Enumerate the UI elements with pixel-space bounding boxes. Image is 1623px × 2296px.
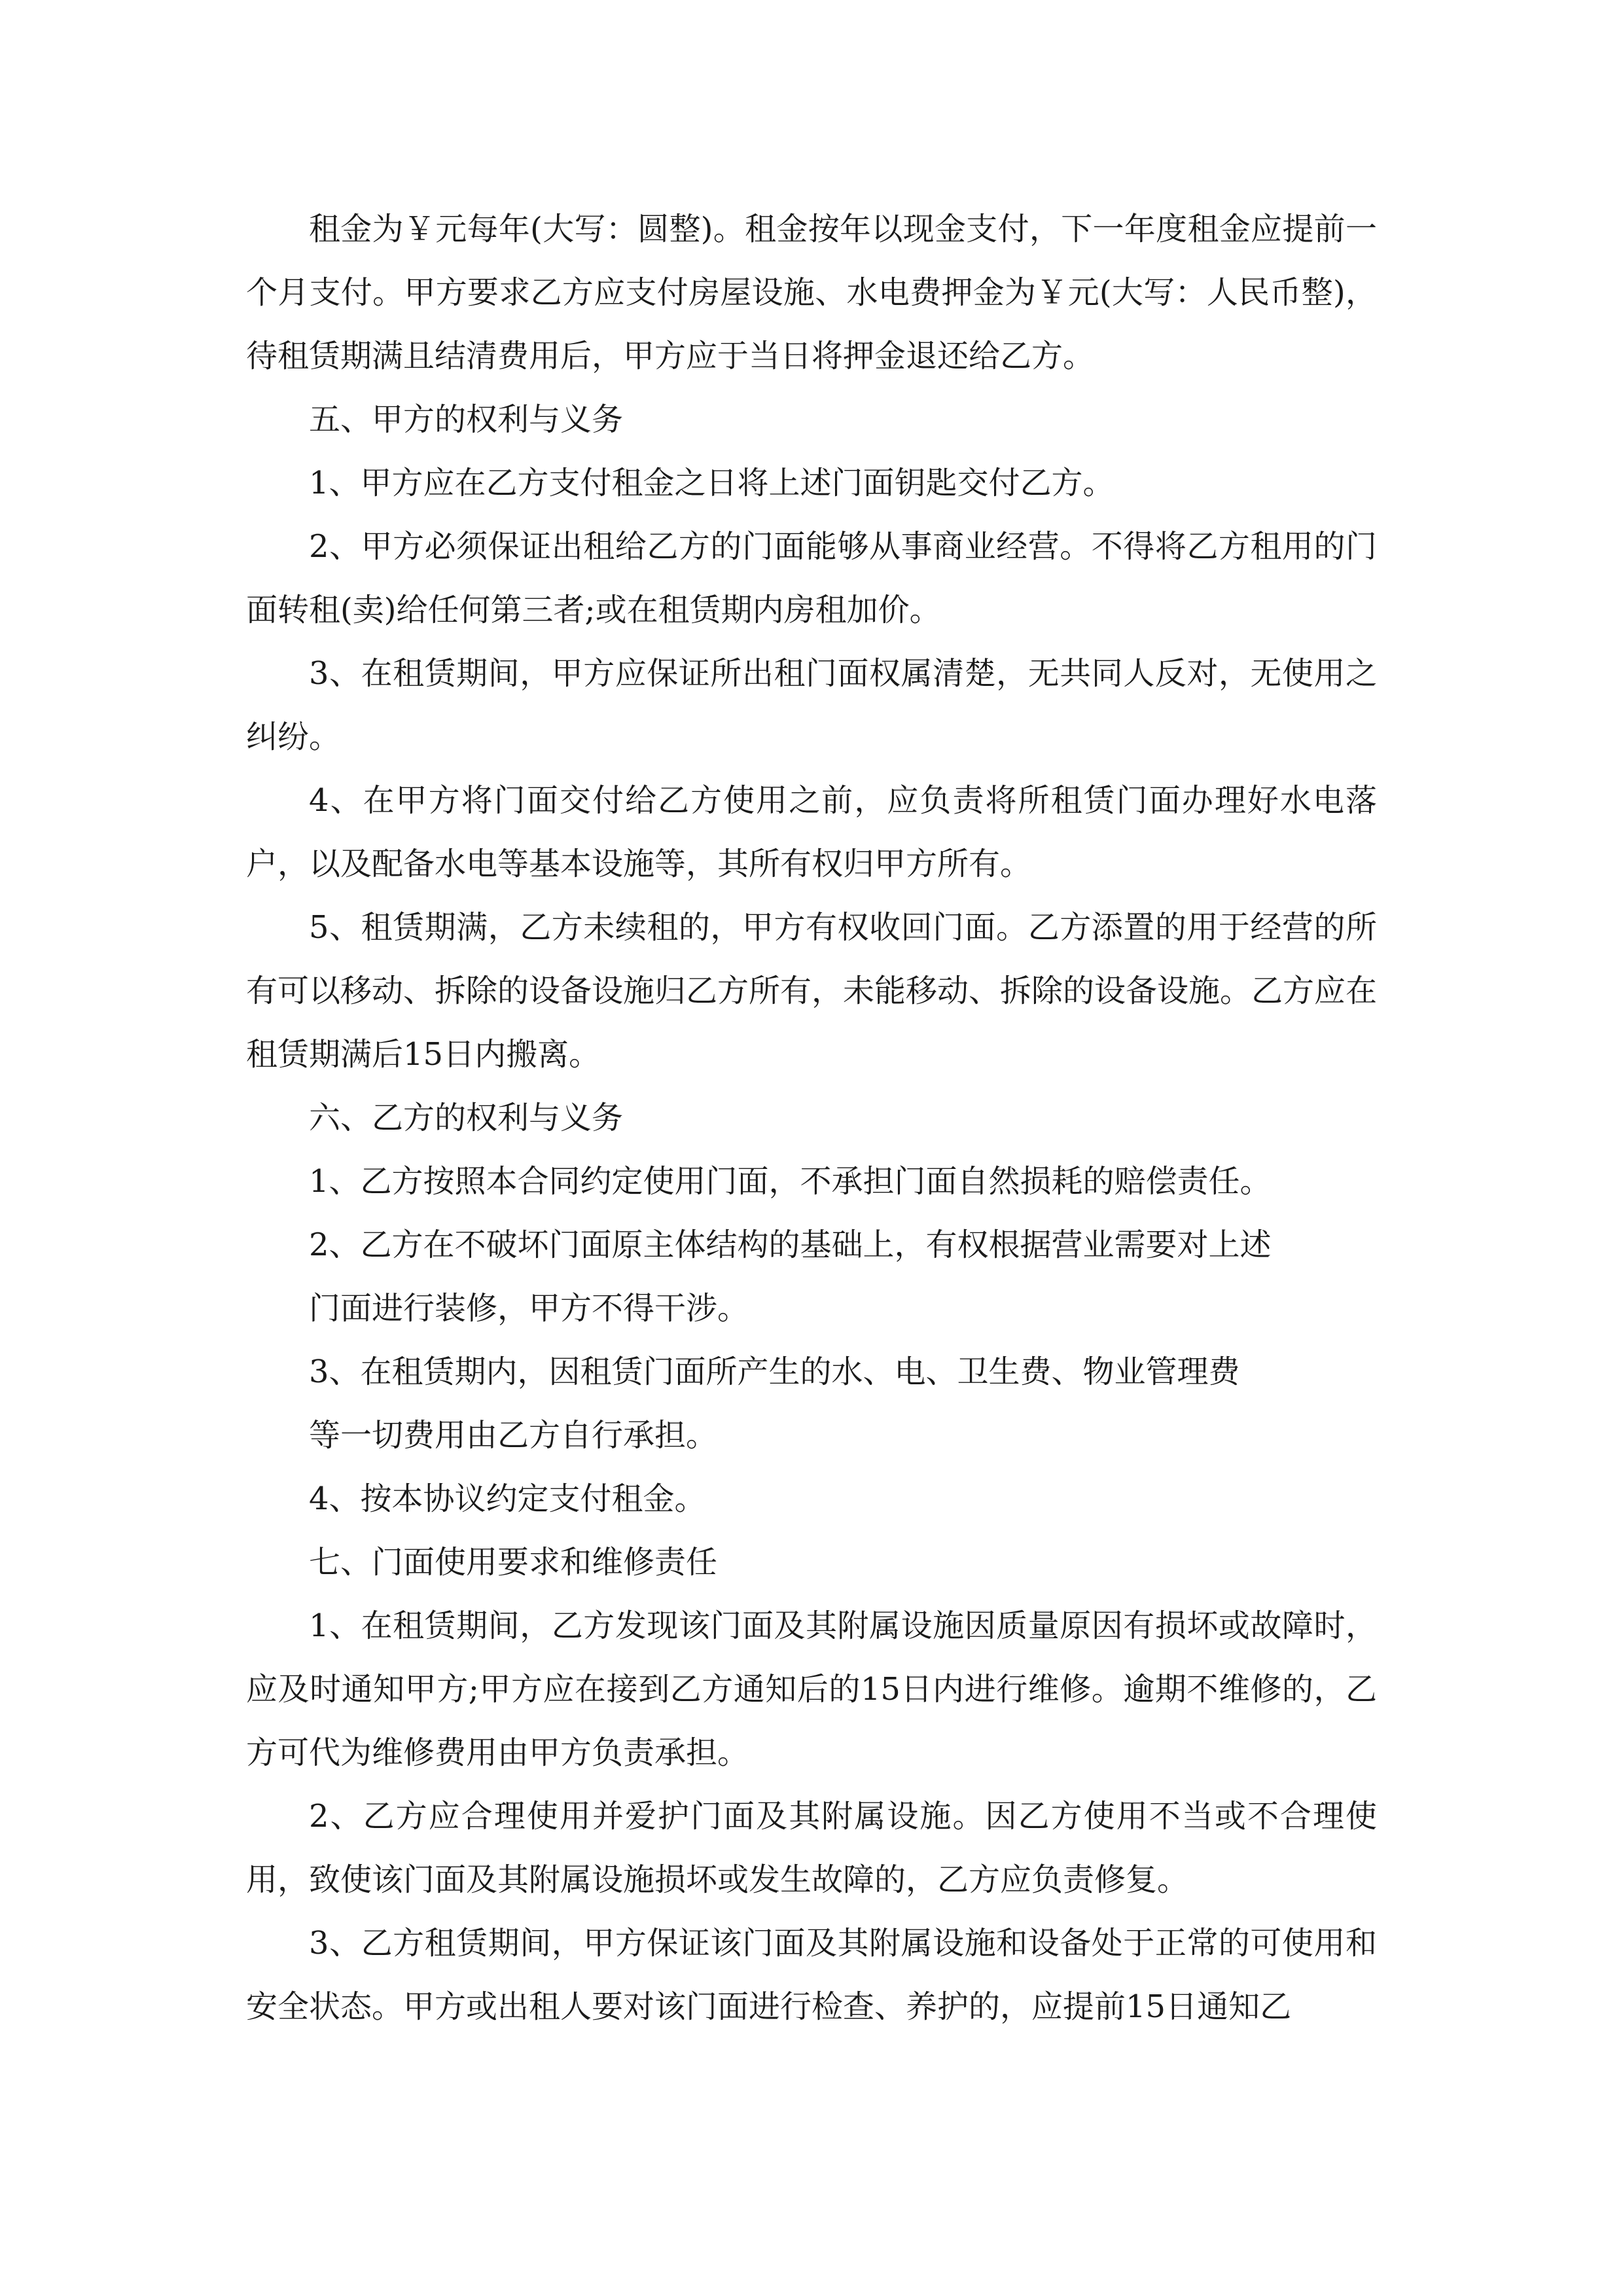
clause-b-2-line-2: 门面进行装修，甲方不得干涉。 bbox=[309, 1290, 749, 1327]
paragraph-rent-deposit: 租金为￥元每年(大写：圆整)。租金按年以现金支付，下一年度租金应提前一个月支付。甲方要求乙方应支付房屋设施、水电费押金为￥元(大写：人民币整)，待租赁期满且结清费用后，甲方应于当日将押金退还给乙方。 bbox=[246, 211, 1377, 374]
clause-b-1: 1、乙方按照本合同约定使用门面，不承担门面自然损耗的赔偿责任。 bbox=[309, 1163, 1272, 1200]
document-body bbox=[246, 198, 1377, 2039]
clause-a-5: 5、租赁期满，乙方未续租的，甲方有权收回门面。乙方添置的用于经营的所有可以移动、拆除的设备设施归乙方所有，未能移动、拆除的设备设施。乙方应在租赁期满后15日内搬离。 bbox=[246, 909, 1378, 1073]
clause-b-2-line-1: 2、乙方在不破坏门面原主体结构的基础上，有权根据营业需要对上述 bbox=[309, 1227, 1272, 1263]
clause-b-3-line-2: 等一切费用由乙方自行承担。 bbox=[309, 1417, 718, 1454]
clause-b-4: 4、按本协议约定支付租金。 bbox=[309, 1480, 706, 1517]
clause-c-3: 3、乙方租赁期间，甲方保证该门面及其附属设施和设备处于正常的可使用和安全状态。甲方或出租人要对该门面进行检查、养护的，应提前15日通知乙 bbox=[246, 1925, 1377, 2025]
clause-a-4: 4、在甲方将门面交付给乙方使用之前，应负责将所租赁门面办理好水电落户，以及配备水电等基本设施等，其所有权归甲方所有。 bbox=[246, 782, 1377, 882]
clause-a-3: 3、在租赁期间，甲方应保证所出租门面权属清楚，无共同人反对，无使用之纠纷。 bbox=[246, 655, 1377, 755]
section-heading-party-b-rights: 六、乙方的权利与义务 bbox=[309, 1100, 624, 1136]
clause-c-2: 2、乙方应合理使用并爱护门面及其附属设施。因乙方使用不当或不合理使用，致使该门面及其附属设施损坏或发生故障的，乙方应负责修复。 bbox=[246, 1798, 1377, 1898]
clause-a-1: 1、甲方应在乙方支付租金之日将上述门面钥匙交付乙方。 bbox=[309, 465, 1115, 501]
section-heading-use-and-repair: 七、门面使用要求和维修责任 bbox=[309, 1544, 718, 1581]
clause-b-3-line-1: 3、在租赁期内，因租赁门面所产生的水、电、卫生费、物业管理费 bbox=[309, 1354, 1240, 1390]
clause-a-2: 2、甲方必须保证出租给乙方的门面能够从事商业经营。不得将乙方租用的门面转租(卖)给任何第三者;或在租赁期内房租加价。 bbox=[246, 528, 1377, 628]
section-heading-party-a-rights: 五、甲方的权利与义务 bbox=[309, 401, 624, 438]
clause-c-1: 1、在租赁期间，乙方发现该门面及其附属设施因质量原因有损坏或故障时，应及时通知甲方;甲方应在接到乙方通知后的15日内进行维修。逾期不维修的，乙方可代为维修费用由甲方负责承担。 bbox=[246, 1607, 1377, 1771]
